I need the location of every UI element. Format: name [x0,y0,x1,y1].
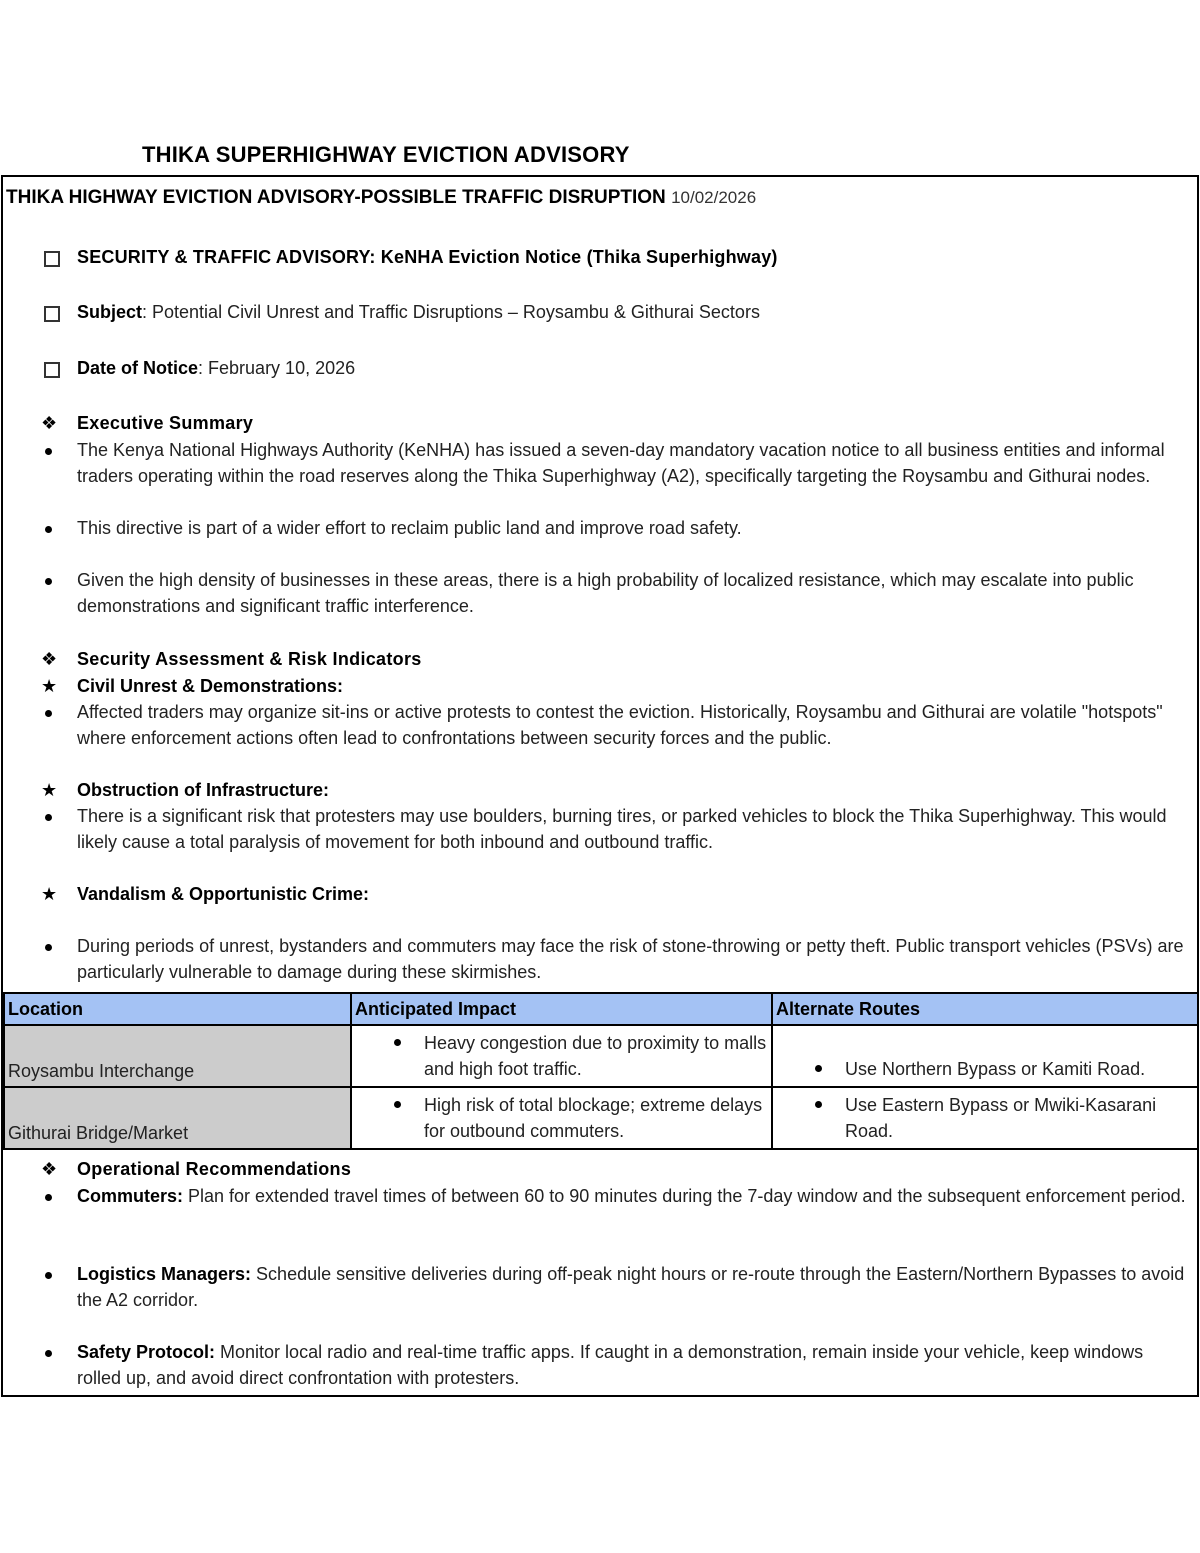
header-title: THIKA HIGHWAY EVICTION ADVISORY-POSSIBLE TRAFFIC DISRUPTION [6,187,666,208]
bullet-icon [815,1101,822,1108]
impact-table [3,992,1199,1150]
checklist-label: SECURITY & TRAFFIC ADVISORY: KeNHA Eviction Notice (Thika Superhighway) [77,247,778,267]
risk-title-obstruction: Obstruction of Infrastructure: [77,780,330,800]
bullet-icon [45,1350,52,1357]
checkbox-icon [44,306,60,322]
impact-text: Heavy congestion due to proximity to malls and high foot traffic. [424,1033,767,1079]
location-cell: Roysambu Interchange [4,1025,351,1087]
diamond-bullet-icon: ❖ [41,649,58,669]
bullet-icon [45,710,52,717]
recommendation-text: Monitor local radio and real-time traffic apps. If caught in a demonstration, remain inside your vehicle, keep windows rolled up, and avoid direct confrontation with protesters. [77,1342,1144,1388]
recommendations-section [3,1150,1197,1395]
checkbox-icon [44,362,60,378]
recommendation-label: Commuters: [77,1186,184,1206]
route-cell [772,1087,1198,1149]
diamond-bullet-icon: ❖ [41,413,58,433]
recommendation-label: Safety Protocol: [77,1342,216,1362]
checklist-item-subject [77,302,760,323]
risk-description: Affected traders may organize sit-ins or active protests to contest the eviction. Historically, Roysambu and Githurai are volatile "hotspots" where enforcement actions often lead to confrontations between security forces and the public. [77,702,1163,748]
bullet-icon [45,526,52,533]
recommendation-item [77,1339,1192,1391]
star-bullet-icon: ★ [41,676,58,696]
table-header-row [4,993,1198,1025]
star-bullet-icon: ★ [41,884,58,904]
summary-bullet: Given the high density of businesses in these areas, there is a high probability of localized resistance, which may escalate into public demonstrations and significant traffic interference. [77,570,1134,616]
recommendation-text: Plan for extended travel times of between 60 to 90 minutes during the 7-day window and the subsequent enforcement period. [183,1186,1186,1206]
column-header-routes: Alternate Routes [772,993,1198,1025]
advisory-header [6,187,756,209]
checkbox-icon [44,251,60,267]
checklist-label: Date of Notice [77,358,199,378]
risk-title-vandalism: Vandalism & Opportunistic Crime: [77,884,370,904]
checklist-item-date [77,358,355,379]
impact-cell [351,1025,772,1087]
diamond-bullet-icon: ❖ [41,1159,58,1179]
bullet-icon [45,1272,52,1279]
recommendation-label: Logistics Managers: [77,1264,252,1284]
route-text: Use Northern Bypass or Kamiti Road. [845,1059,1146,1079]
bullet-icon [815,1065,822,1072]
bullet-icon [394,1101,401,1108]
recommendations-heading: Operational Recommendations [77,1159,352,1179]
bullet-icon [45,944,52,951]
bullet-icon [45,578,52,585]
bullet-icon [45,448,52,455]
route-cell [772,1025,1198,1087]
recommendation-item [77,1183,1192,1209]
executive-summary-heading: Executive Summary [77,413,254,433]
summary-bullet: This directive is part of a wider effort to reclaim public land and improve road safety. [77,518,742,538]
checklist-label: Subject [77,302,143,322]
location-cell: Githurai Bridge/Market [4,1087,351,1149]
summary-bullet: The Kenya National Highways Authority (KeNHA) has issued a seven-day mandatory vacation notice to all business entities and informal traders operating within the road reserves along the Thika Superhighway (A2), specifically targeting the Roysambu and Githurai nodes. [77,440,1165,486]
security-assessment-heading: Security Assessment & Risk Indicators [77,649,422,669]
advisory-body [3,177,1197,992]
recommendation-item [77,1261,1192,1313]
column-header-impact: Anticipated Impact [351,993,772,1025]
checklist-value: : Potential Civil Unrest and Traffic Disruptions – Roysambu & Githurai Sectors [142,302,760,322]
bullet-icon [394,1039,401,1046]
bullet-icon [45,1194,52,1201]
risk-title-civil-unrest: Civil Unrest & Demonstrations: [77,676,344,696]
checklist-value: : February 10, 2026 [198,358,356,378]
risk-description: There is a significant risk that protesters may use boulders, burning tires, or parked vehicles to block the Thika Superhighway. This would likely cause a total paralysis of movement for both inbound and outbound traffic. [77,806,1167,852]
bullet-icon [45,814,52,821]
column-header-location: Location [4,993,351,1025]
risk-description: During periods of unrest, bystanders and commuters may face the risk of stone-throwing or petty theft. Public transport vehicles (PSVs) are particularly vulnerable to damage during these skirmishes. [77,936,1184,982]
impact-cell [351,1087,772,1149]
table-row [4,1025,1198,1087]
header-date: 10/02/2026 [671,188,757,207]
checklist-item-advisory [77,247,778,268]
star-bullet-icon: ★ [41,780,58,800]
advisory-frame [1,175,1199,1397]
impact-text: High risk of total blockage; extreme delays for outbound commuters. [424,1095,763,1141]
recommendation-text: Schedule sensitive deliveries during off-peak night hours or re-route through the Eastern/Northern Bypasses to avoid the A2 corridor. [77,1264,1185,1310]
route-text: Use Eastern Bypass or Mwiki-Kasarani Road. [845,1095,1157,1141]
document-title: THIKA SUPERHIGHWAY EVICTION ADVISORY [142,142,630,167]
table-row [4,1087,1198,1149]
